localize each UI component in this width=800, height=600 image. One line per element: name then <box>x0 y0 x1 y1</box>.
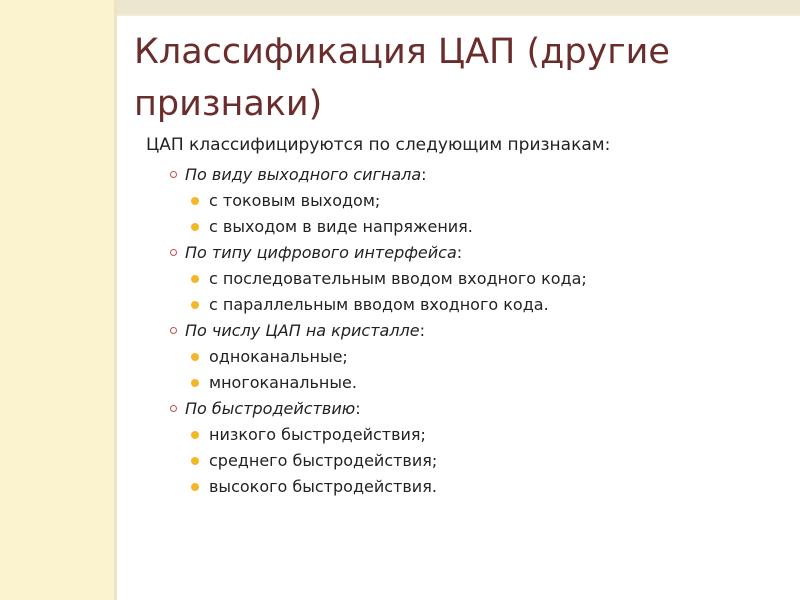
group-heading-text: По виду выходного сигнала <box>185 165 422 184</box>
list-item-text: высокого быстродействия. <box>209 477 437 496</box>
list-item-text: с токовым выходом; <box>209 191 381 210</box>
group-heading-suffix: : <box>419 321 425 340</box>
group-heading-suffix: : <box>456 243 463 262</box>
group-heading-suffix: : <box>421 165 427 184</box>
dot-bullet-icon <box>191 431 199 439</box>
list-item-text: с последовательным вводом входного кода; <box>209 269 587 288</box>
list-item <box>191 448 780 474</box>
list-item-text: многоканальные. <box>209 373 357 392</box>
ring-bullet-icon <box>170 327 177 334</box>
dot-bullet-icon <box>191 223 199 231</box>
slide-title: Классификация ЦАП (другие признаки) <box>134 32 670 124</box>
list-item <box>191 370 780 396</box>
group-output-signal <box>140 162 780 240</box>
dot-bullet-icon <box>191 483 199 491</box>
list-item-text: среднего быстродействия; <box>209 451 438 470</box>
group-heading-text: По быстродействию <box>185 399 356 418</box>
list-item <box>191 422 780 448</box>
intro-text: ЦАП классифицируются по следующим признакам: <box>146 135 611 155</box>
left-decoration-band <box>0 0 114 600</box>
group-heading-text: По числу ЦАП на кристалле <box>185 321 420 340</box>
list-item-text: с параллельным вводом входного кода. <box>209 295 549 314</box>
list-item <box>191 266 780 292</box>
group-heading-text: По типу цифрового интерфейса <box>185 243 457 262</box>
group-heading <box>170 162 780 188</box>
list-item <box>191 292 780 318</box>
list-item <box>191 188 780 214</box>
dot-bullet-icon <box>191 275 199 283</box>
dot-bullet-icon <box>191 353 199 361</box>
slide-body <box>140 134 780 500</box>
list-item <box>191 474 780 500</box>
group-heading <box>170 396 780 422</box>
list-item <box>191 344 780 370</box>
list-item-text: низкого быстродействия; <box>209 425 426 444</box>
dot-bullet-icon <box>191 197 199 205</box>
group-speed <box>140 396 780 500</box>
ring-bullet-icon <box>170 171 177 178</box>
ring-bullet-icon <box>170 249 177 256</box>
group-heading-suffix: : <box>355 399 361 418</box>
group-channel-count <box>140 318 780 396</box>
list-item-text: с выходом в виде напряжения. <box>209 217 473 236</box>
dot-bullet-icon <box>191 301 199 309</box>
ring-bullet-icon <box>170 405 177 412</box>
top-decoration-bar <box>0 0 800 14</box>
dot-bullet-icon <box>191 457 199 465</box>
group-heading <box>170 240 780 266</box>
list-item <box>191 214 780 240</box>
dot-bullet-icon <box>191 379 199 387</box>
left-decoration-line <box>114 0 117 600</box>
list-item-text: одноканальные; <box>209 347 348 366</box>
group-digital-interface <box>140 240 780 318</box>
group-heading <box>170 318 780 344</box>
top-decoration-line <box>14 14 800 16</box>
